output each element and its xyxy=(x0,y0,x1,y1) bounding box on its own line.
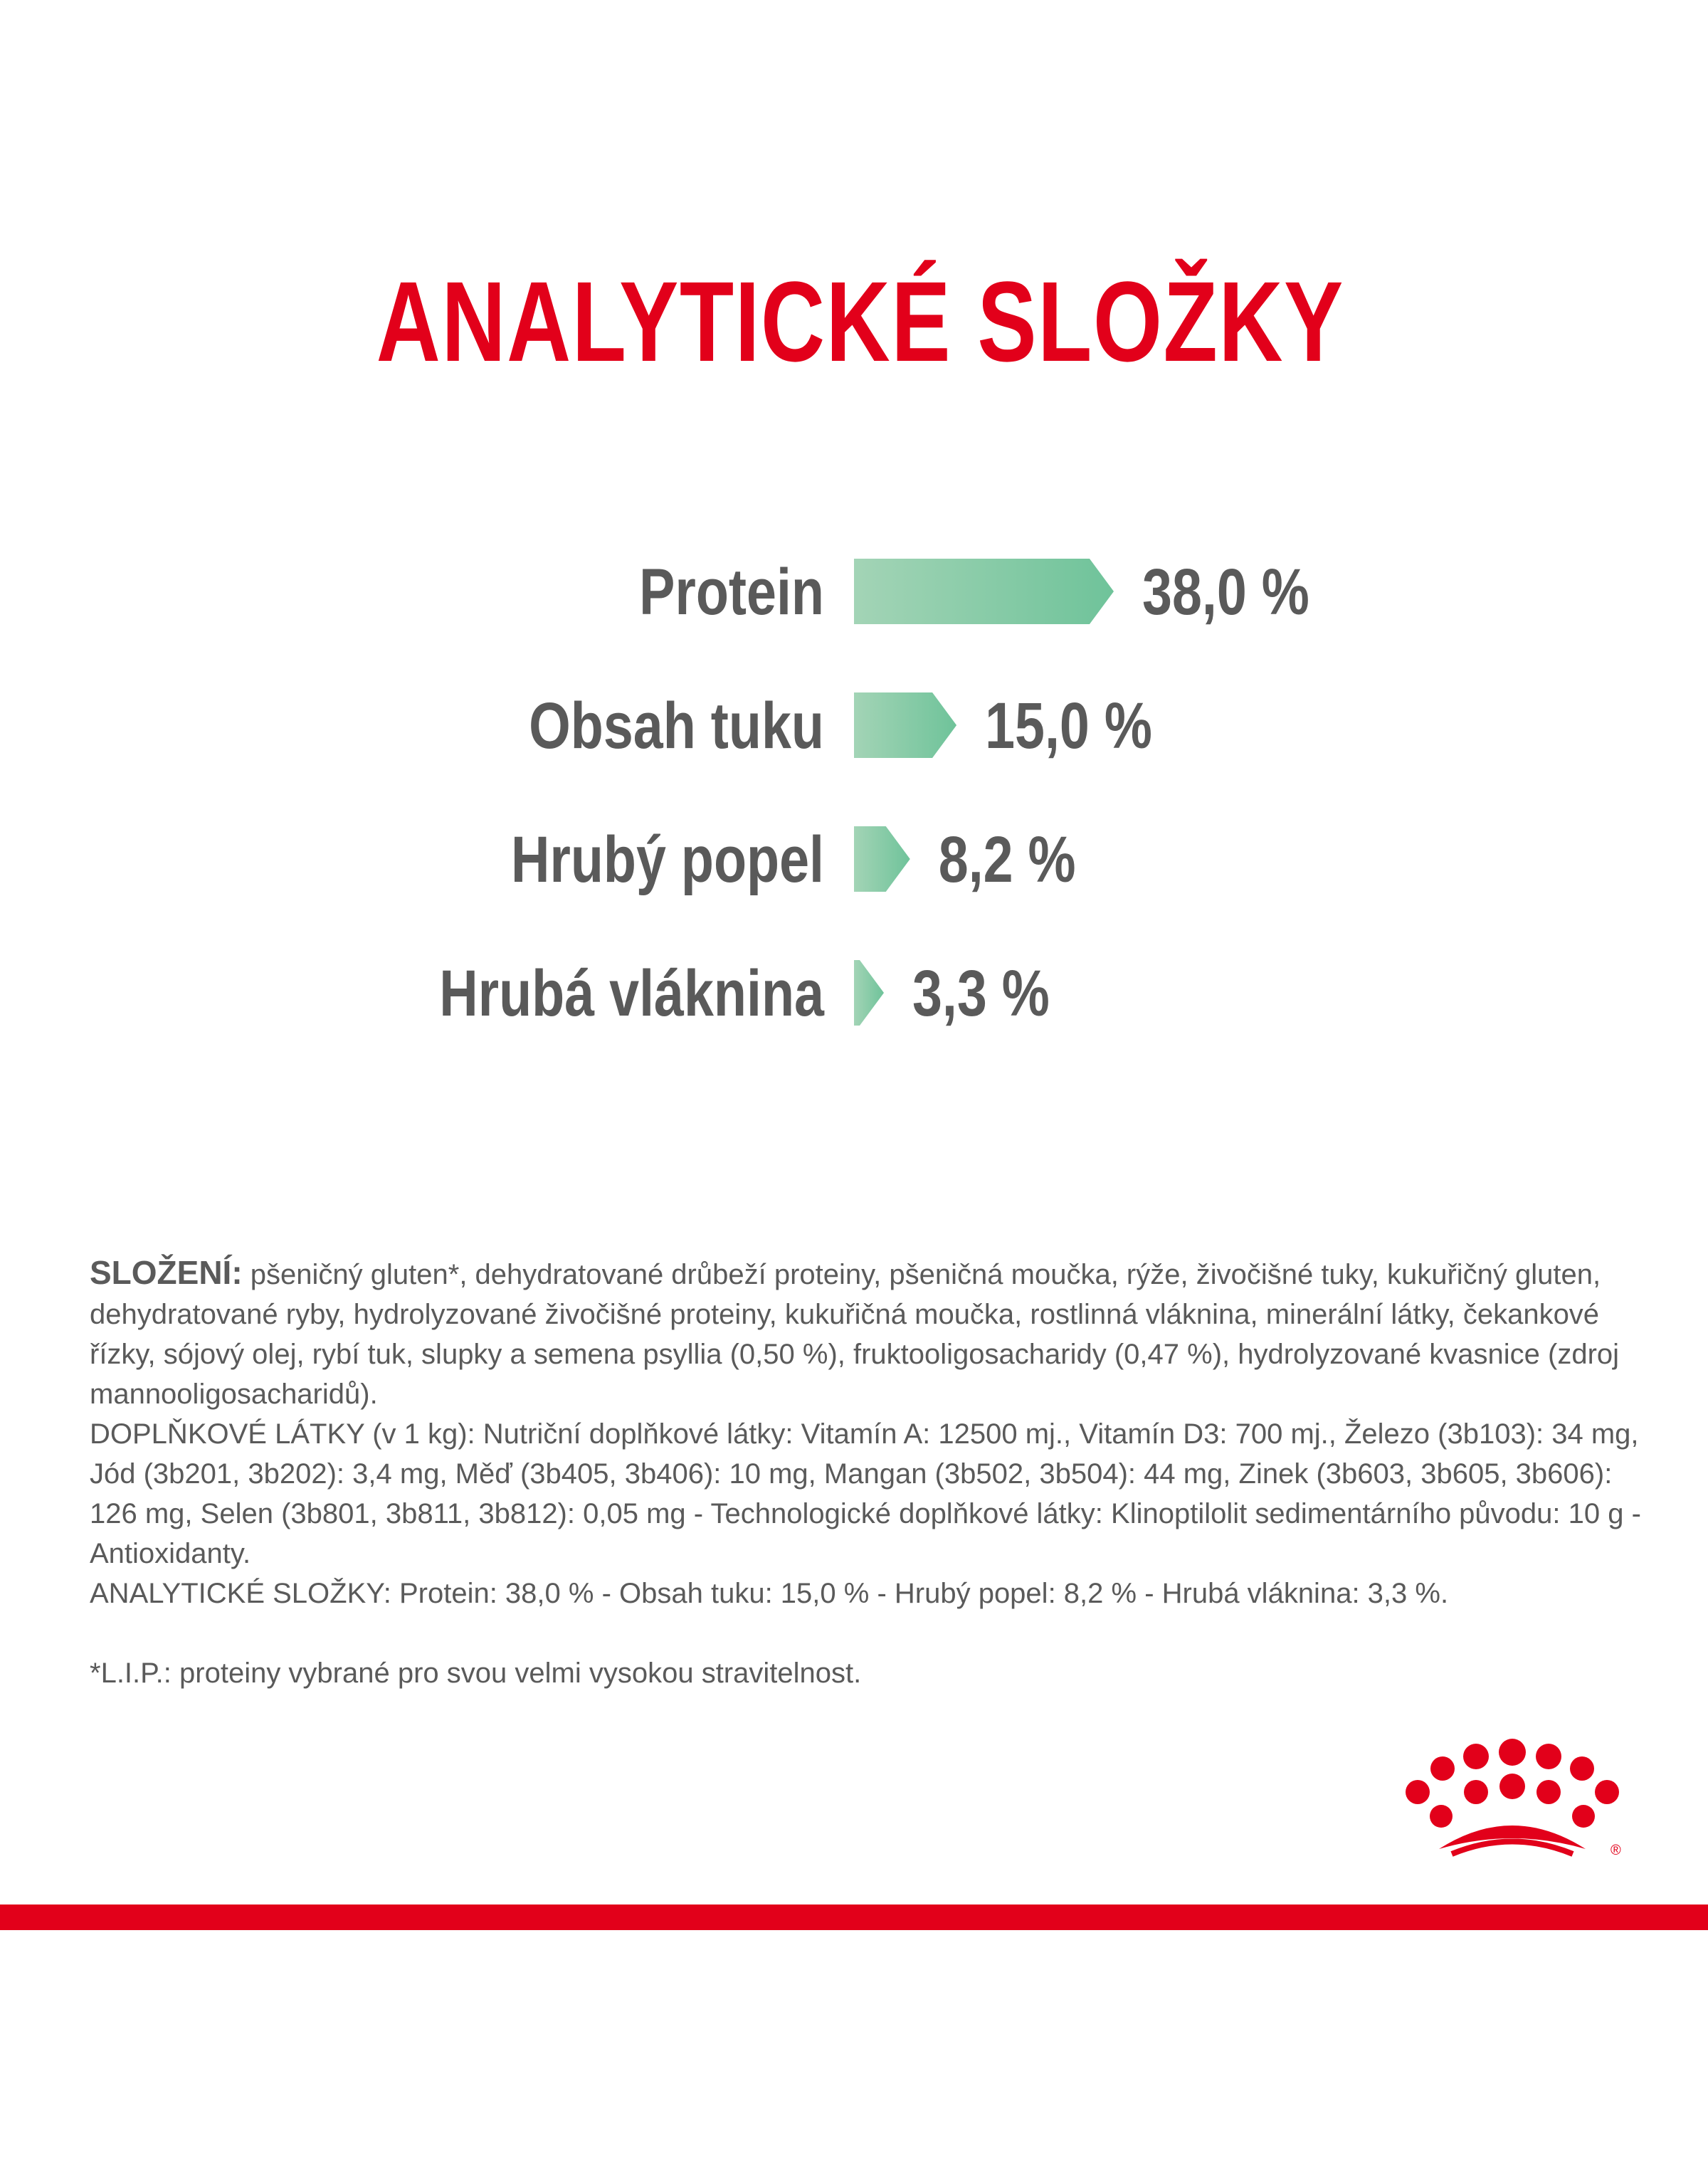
analytical-paragraph: ANALYTICKÉ SLOŽKY: Protein: 38,0 % - Obsah tuku: 15,0 % - Hrubý popel: 8,2 % - Hrubá vláknina: 3,3 %. xyxy=(90,1578,1449,1609)
value-label: 38,0 % xyxy=(1142,554,1309,628)
royal-crown-logo xyxy=(1402,1737,1623,1861)
crown-dots xyxy=(1406,1739,1619,1828)
bar xyxy=(854,826,910,892)
brand-stripe xyxy=(0,1905,1708,1930)
value-label: 8,2 % xyxy=(938,822,1076,896)
additives-paragraph: DOPLŇKOVÉ LÁTKY (v 1 kg): Nutriční doplňkové látky: Vitamín A: 12500 mj., Vitamín D3: 700 mj., Železo (3b103): 34 mg, Jód (3b201, 3b202): 3,4 mg, Měď (3b405, 3b406): 10 mg, Mangan (3b502, 3b504): 44 mg, Zinek (3b603, 3b605, 3b606): 126 mg, Selen (3b801, 3b811, 3b812): 0,05 mg - Technologické doplňkové látky: Klinoptilolit sedimentárního původu: 10 g - Antioxidanty. xyxy=(90,1418,1641,1569)
category-label: Hrubá vláknina xyxy=(439,956,825,1030)
crown-band-lower xyxy=(1452,1842,1573,1855)
composition-lead-text: pšeničný gluten*, dehydratované drůbeží proteiny, pšeničná moučka, rýže, živočišné tuky, kukuřičný gluten, dehydratované ryby, hydrolyzované živočišné proteiny, kukuřičná moučka, rostlinná vláknina, minerální látky, čekankové řízky, sójový olej, rybí tuk, slupky a semena psyllia (0,50 %), fruktooligosacharidy (0,47 %), hydrolyzované kvasnice (zdroj mannooligosacharidů). xyxy=(90,1259,1620,1410)
footnote: *L.I.P.: proteiny vybrané pro svou velmi vysokou stravitelnost. xyxy=(90,1658,862,1689)
page-title: ANALYTICKÉ SLOŽKY xyxy=(376,258,1344,385)
composition-paragraph xyxy=(90,1253,1655,1414)
category-label: Protein xyxy=(639,554,825,628)
category-label: Hrubý popel xyxy=(511,822,825,896)
registered-mark: ® xyxy=(1611,1843,1621,1858)
bar xyxy=(854,960,884,1026)
bar xyxy=(854,559,1114,624)
composition-lead-label: SLOŽENÍ: xyxy=(90,1254,243,1291)
crown-band xyxy=(1439,1826,1586,1849)
category-label: Obsah tuku xyxy=(529,688,825,762)
value-label: 3,3 % xyxy=(912,956,1050,1030)
value-label: 15,0 % xyxy=(985,688,1152,762)
composition-text xyxy=(90,1253,1655,1693)
bar xyxy=(854,692,956,758)
